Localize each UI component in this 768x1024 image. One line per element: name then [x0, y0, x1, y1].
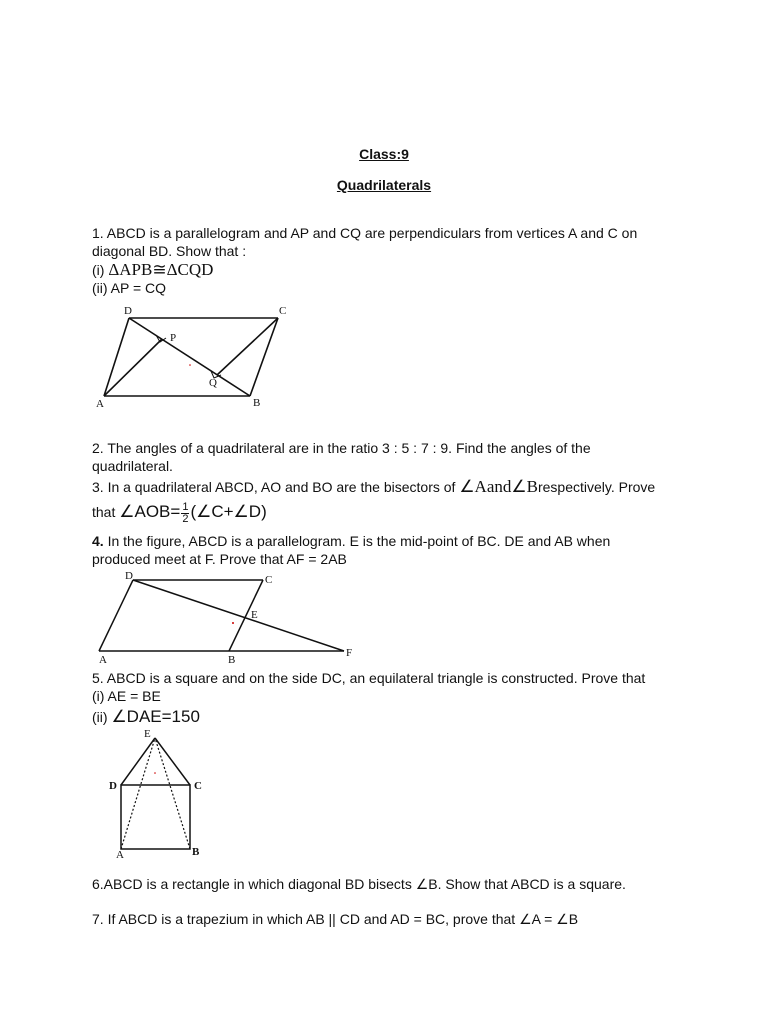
- figure-parallelogram-perpendiculars: [92, 304, 292, 410]
- question-1: [92, 224, 692, 297]
- fig3-label-d: D: [109, 780, 117, 792]
- fig3-label-c: C: [194, 780, 202, 792]
- question-3: [92, 478, 692, 525]
- fig3-label-b: B: [192, 846, 200, 858]
- fig1-label-d: D: [124, 305, 132, 317]
- class-heading: Class:9: [359, 146, 409, 162]
- fig1-label-a: A: [96, 398, 104, 410]
- topic-heading: Quadrilaterals: [336, 177, 432, 193]
- fig2-label-d: D: [125, 570, 133, 582]
- question-3-text-b: respectively. Prove: [537, 479, 656, 495]
- question-3-line-1: [92, 478, 692, 496]
- question-5-part-2-math: ∠DAE=150: [111, 707, 200, 726]
- question-5: [92, 669, 692, 726]
- question-5-text: 5. ABCD is a square and on the side DC, an equilateral triangle is constructed. Prove that: [92, 670, 646, 686]
- fig2-dot: [232, 622, 234, 624]
- fraction-numerator: 1: [182, 501, 189, 513]
- fig1-label-b: B: [253, 397, 261, 409]
- figure-parallelogram-extended: [92, 570, 362, 670]
- question-4-text-cont: produced meet at F. Prove that AF = 2AB: [92, 551, 347, 567]
- question-3-text-a: 3. In a quadrilateral ABCD, AO and BO are the bisectors of: [92, 479, 460, 495]
- question-5-part-1: (i) AE = BE: [92, 688, 161, 704]
- fig1-side-bc: [250, 318, 278, 396]
- fig3-line-be: [155, 738, 190, 849]
- question-3-line-2: [92, 502, 692, 525]
- fig2-line-df: [133, 580, 344, 651]
- fig2-label-f: F: [346, 647, 353, 659]
- question-2-text: 2. The angles of a quadrilateral are in the ratio 3 : 5 : 7 : 9. Find the angles of the: [92, 440, 591, 456]
- question-5-part-2: [92, 708, 692, 726]
- question-6: 6.ABCD is a rectangle in which diagonal BD bisects ∠B. Show that ABCD is a square.: [92, 876, 626, 892]
- question-1-part-2: (ii) AP = CQ: [92, 280, 167, 296]
- question-3-math-b1: ∠AOB=: [119, 502, 181, 522]
- question-3-that: that: [92, 504, 120, 521]
- question-7: 7. If ABCD is a trapezium in which AB || CD and AD = BC, prove that ∠A = ∠B: [92, 911, 579, 927]
- question-1-part-1-math: ΔAPB≅ΔCQD: [108, 260, 214, 279]
- question-3-math-a: ∠Aand∠B: [459, 477, 538, 496]
- fig3-side-de: [121, 738, 155, 785]
- fig3-side-ce: [155, 738, 190, 785]
- fraction-denominator: 2: [182, 513, 189, 525]
- fig1-perp-cq: [217, 318, 278, 375]
- fig1-label-q: Q: [209, 377, 217, 389]
- figure-square-triangle: [108, 728, 208, 860]
- fig3-label-e: E: [144, 728, 151, 740]
- fig2-label-c: C: [265, 574, 273, 586]
- fig1-label-p: P: [170, 332, 177, 344]
- fig2-side-cb: [229, 580, 263, 651]
- question-4-number: 4.: [92, 533, 104, 549]
- fig3-line-ae: [121, 738, 155, 849]
- question-3-math-b2: (∠C+∠D): [190, 502, 267, 522]
- question-2: [92, 439, 692, 475]
- fig2-label-b: B: [228, 654, 236, 666]
- question-4: [92, 532, 692, 568]
- question-1-part-1-label: (i): [92, 262, 109, 278]
- fig3-label-a: A: [116, 849, 124, 861]
- fig2-side-ad: [99, 580, 133, 651]
- fig2-label-a: A: [99, 654, 107, 666]
- question-1-part-1: [92, 261, 692, 279]
- question-3-fraction: [181, 502, 189, 525]
- question-2-text-cont: quadrilateral.: [92, 458, 173, 474]
- question-5-part-2-label: (ii): [92, 709, 112, 725]
- question-4-text: In the figure, ABCD is a parallelogram. E is the mid-point of BC. DE and AB when: [103, 533, 611, 549]
- fig1-diagonal-bd: [129, 318, 250, 396]
- question-1-text-cont: diagonal BD. Show that :: [92, 243, 247, 259]
- fig3-dot: [154, 772, 156, 774]
- fig1-dot: [189, 364, 191, 366]
- fig2-label-e: E: [251, 609, 258, 621]
- question-4-line-1: [92, 532, 692, 550]
- question-1-text: 1. ABCD is a parallelogram and AP and CQ are perpendiculars from vertices A and C on: [92, 225, 638, 241]
- fig1-label-c: C: [279, 305, 287, 317]
